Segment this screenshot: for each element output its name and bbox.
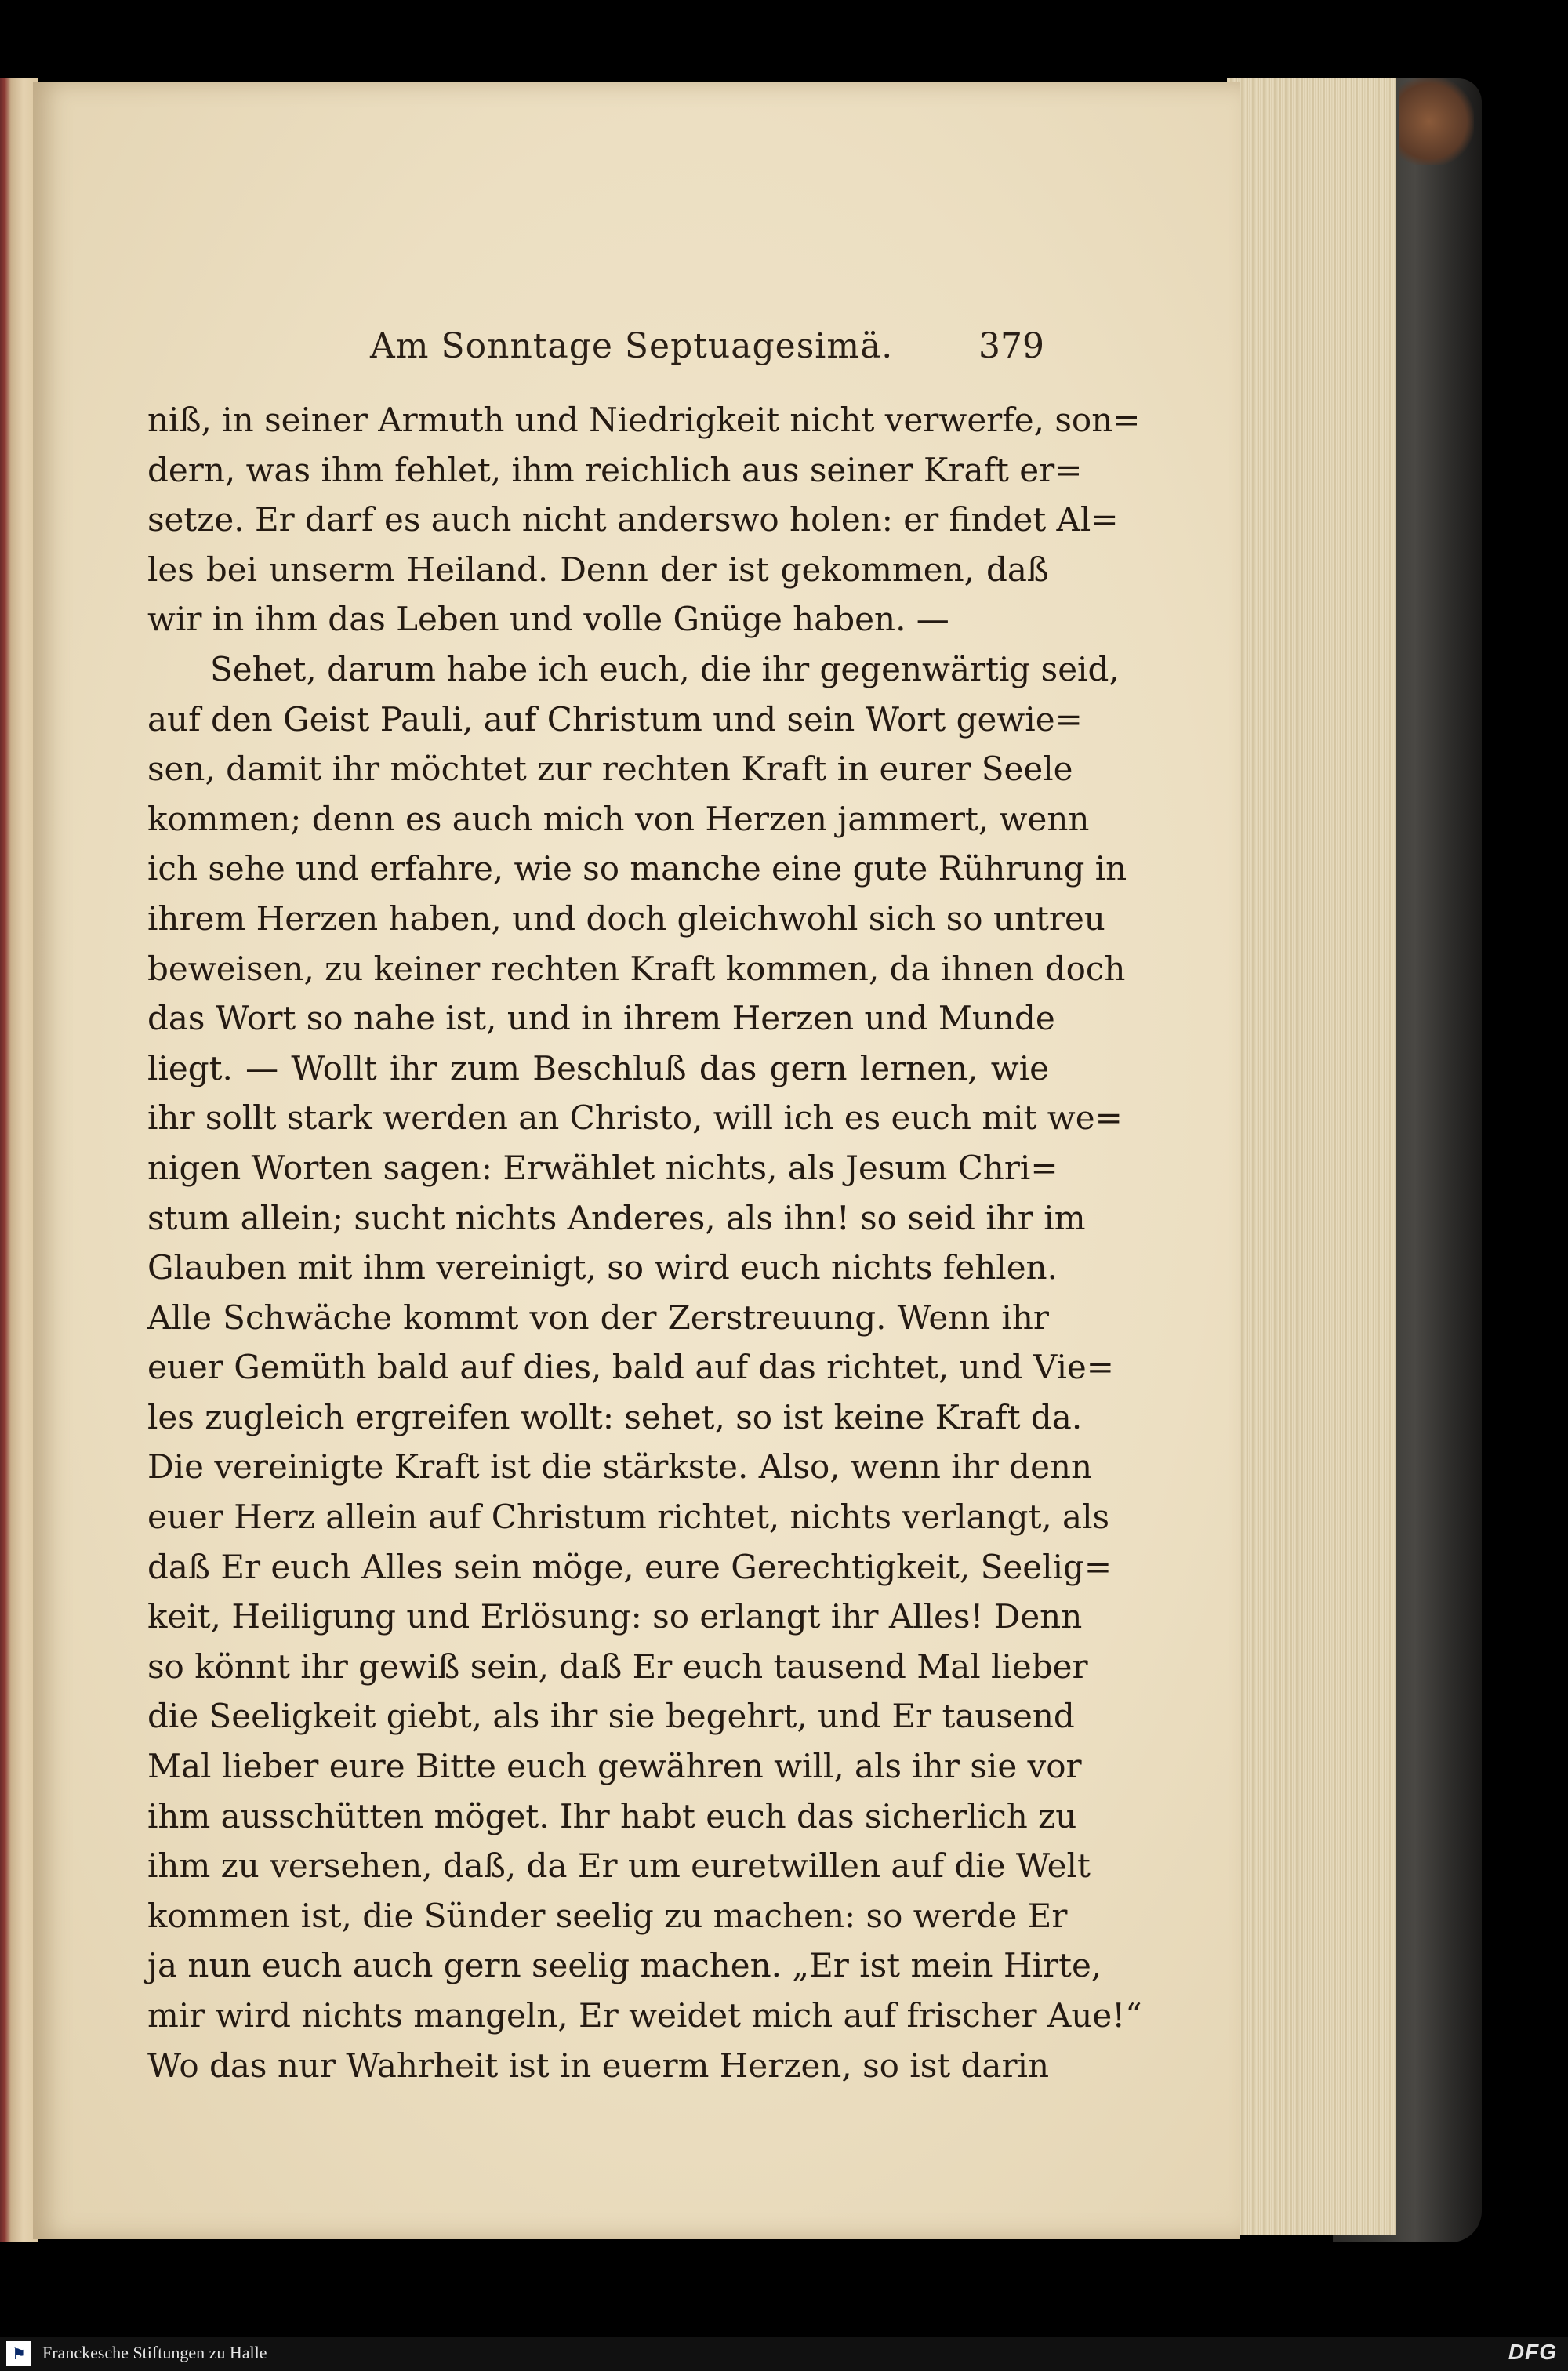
- page-number: 379: [978, 326, 1044, 366]
- text-line: Die vereinigte Kraft ist die stärkste. Also, wenn ihr denn: [147, 1447, 1093, 1487]
- body-text: [147, 395, 1142, 2090]
- text-line: euer Herz allein auf Christum richtet, nichts verlangt, als: [147, 1498, 1110, 1537]
- text-line: ihm zu versehen, daß, da Er um euretwillen auf die Welt: [147, 1846, 1091, 1886]
- text-line: sen, damit ihr möchtet zur rechten Kraft in eurer Seele: [147, 750, 1073, 789]
- text-line: Glauben mit ihm vereinigt, so wird euch nichts fehlen.: [147, 1248, 1058, 1287]
- text-line: nigen Worten sagen: Erwählet nichts, als Jesum Chri=: [147, 1148, 1058, 1187]
- text-line: ihm ausschütten möget. Ihr habt euch das sicherlich zu: [147, 1796, 1077, 1835]
- text-line: liegt. — Wollt ihr zum Beschluß das gern lernen, wie: [147, 1048, 1049, 1087]
- page-edges: [1227, 78, 1396, 2235]
- text-line: ihr sollt stark werden an Christo, will ich es euch mit we=: [147, 1098, 1123, 1138]
- text-line: das Wort so nahe ist, und in ihrem Herzen und Munde: [147, 999, 1055, 1038]
- text-line: setze. Er darf es auch nicht anderswo holen: er findet Al=: [147, 500, 1119, 539]
- text-line: stum allein; sucht nichts Anderes, als ihn! so seid ihr im: [147, 1198, 1086, 1237]
- book-page: [33, 82, 1240, 2239]
- text-line: euer Gemüth bald auf dies, bald auf das richtet, und Vie=: [147, 1348, 1114, 1387]
- institution-logo-icon: ⚑: [6, 2341, 31, 2366]
- running-head: Am Sonntage Septuagesimä.: [370, 326, 894, 366]
- page-header: [370, 326, 1044, 373]
- viewer-footer: [0, 2337, 1568, 2371]
- cover-worn-corner: [1399, 78, 1474, 165]
- previous-page-edge: [0, 78, 38, 2242]
- dfg-logo: DFG: [1508, 2340, 1557, 2364]
- text-line: ja nun euch auch gern seelig machen. „Er ist mein Hirte,: [147, 1946, 1102, 1985]
- text-line: Wo das nur Wahrheit ist in euerm Herzen, so ist darin: [147, 2046, 1049, 2085]
- text-line: mir wird nichts mangeln, Er weidet mich auf frischer Aue!“: [147, 1996, 1142, 2035]
- text-line: ich sehe und erfahre, wie so manche eine gute Rührung in: [147, 849, 1127, 888]
- text-line: Mal lieber eure Bitte euch gewähren will, als ihr sie vor: [147, 1747, 1082, 1786]
- text-line: wir in ihm das Leben und volle Gnüge haben. —: [147, 600, 949, 639]
- text-line: die Seeligkeit giebt, als ihr sie begehrt, und Er tausend: [147, 1697, 1075, 1736]
- text-line: Sehet, darum habe ich euch, die ihr gegenwärtig seid,: [210, 649, 1120, 688]
- text-line: kommen; denn es auch mich von Herzen jammert, wenn: [147, 799, 1090, 838]
- text-line: beweisen, zu keiner rechten Kraft kommen, da ihnen doch: [147, 949, 1126, 988]
- text-line: les zugleich ergreifen wollt: sehet, so ist keine Kraft da.: [147, 1397, 1083, 1436]
- institution-name: Franckesche Stiftungen zu Halle: [42, 2343, 267, 2362]
- text-line: kommen ist, die Sünder seelig zu machen: so werde Er: [147, 1896, 1068, 1935]
- text-line: Alle Schwäche kommt von der Zerstreuung. Wenn ihr: [147, 1298, 1049, 1337]
- text-line: dern, was ihm fehlet, ihm reichlich aus seiner Kraft er=: [147, 450, 1083, 489]
- text-line: niß, in seiner Armuth und Niedrigkeit nicht verwerfe, son=: [147, 401, 1141, 439]
- text-line: les bei unserm Heiland. Denn der ist gekommen, daß: [147, 550, 1049, 589]
- text-line: so könnt ihr gewiß sein, daß Er euch tausend Mal lieber: [147, 1647, 1088, 1686]
- text-line: auf den Geist Pauli, auf Christum und sein Wort gewie=: [147, 699, 1083, 739]
- text-line: daß Er euch Alles sein möge, eure Gerechtigkeit, Seelig=: [147, 1547, 1112, 1586]
- text-line: keit, Heiligung und Erlösung: so erlangt ihr Alles! Denn: [147, 1597, 1083, 1636]
- text-line: ihrem Herzen haben, und doch gleichwohl sich so untreu: [147, 899, 1105, 938]
